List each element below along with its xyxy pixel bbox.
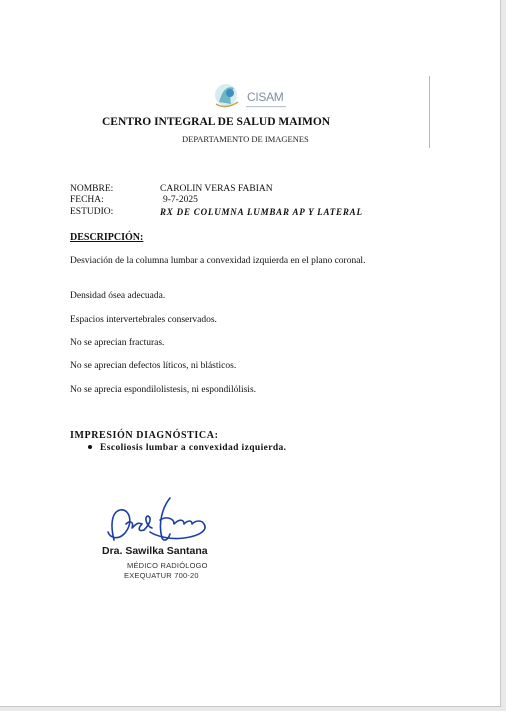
finding-paragraph: No se aprecian fracturas.	[70, 338, 165, 348]
study-label: ESTUDIO:	[70, 207, 114, 217]
department-name: DEPARTAMENTO DE IMAGENES	[182, 134, 309, 144]
bullet-icon	[88, 445, 92, 449]
study-name: RX DE COLUMNA LUMBAR AP Y LATERAL	[160, 207, 363, 217]
impression-text: Escoliosis lumbar a convexidad izquierda.	[100, 443, 287, 453]
impression-heading: IMPRESIÓN DIAGNÓSTICA:	[70, 430, 219, 441]
doctor-title: MÉDICO RADIÓLOGO	[127, 561, 208, 570]
handwritten-signature	[100, 494, 216, 548]
logo-text: CISAM	[247, 90, 284, 104]
description-heading: DESCRIPCIÓN:	[70, 232, 144, 243]
patient-name: CAROLIN VERAS FABIAN	[160, 184, 273, 194]
finding-paragraph: No se aprecia espondilolistesis, ni espondilólisis.	[70, 385, 257, 395]
center-name: CENTRO INTEGRAL DE SALUD MAIMON	[102, 116, 331, 128]
finding-paragraph: Espacios intervertebrales conservados.	[70, 315, 217, 325]
name-label: NOMBRE:	[70, 184, 114, 194]
date-label: FECHA:	[70, 195, 104, 205]
impression-item	[88, 443, 286, 453]
finding-paragraph: Desviación de la columna lumbar a convexidad izquierda en el plano coronal.	[70, 256, 366, 266]
finding-paragraph: Densidad ósea adecuada.	[70, 291, 166, 301]
doctor-name: Dra. Sawilka Santana	[102, 545, 208, 557]
doctor-exequatur: EXEQUATUR 700-20	[124, 571, 199, 580]
page-margin-line	[429, 76, 430, 148]
finding-paragraph: No se aprecian defectos líticos, ni blásticos.	[70, 361, 237, 371]
study-date: 9-7-2025	[163, 195, 198, 205]
